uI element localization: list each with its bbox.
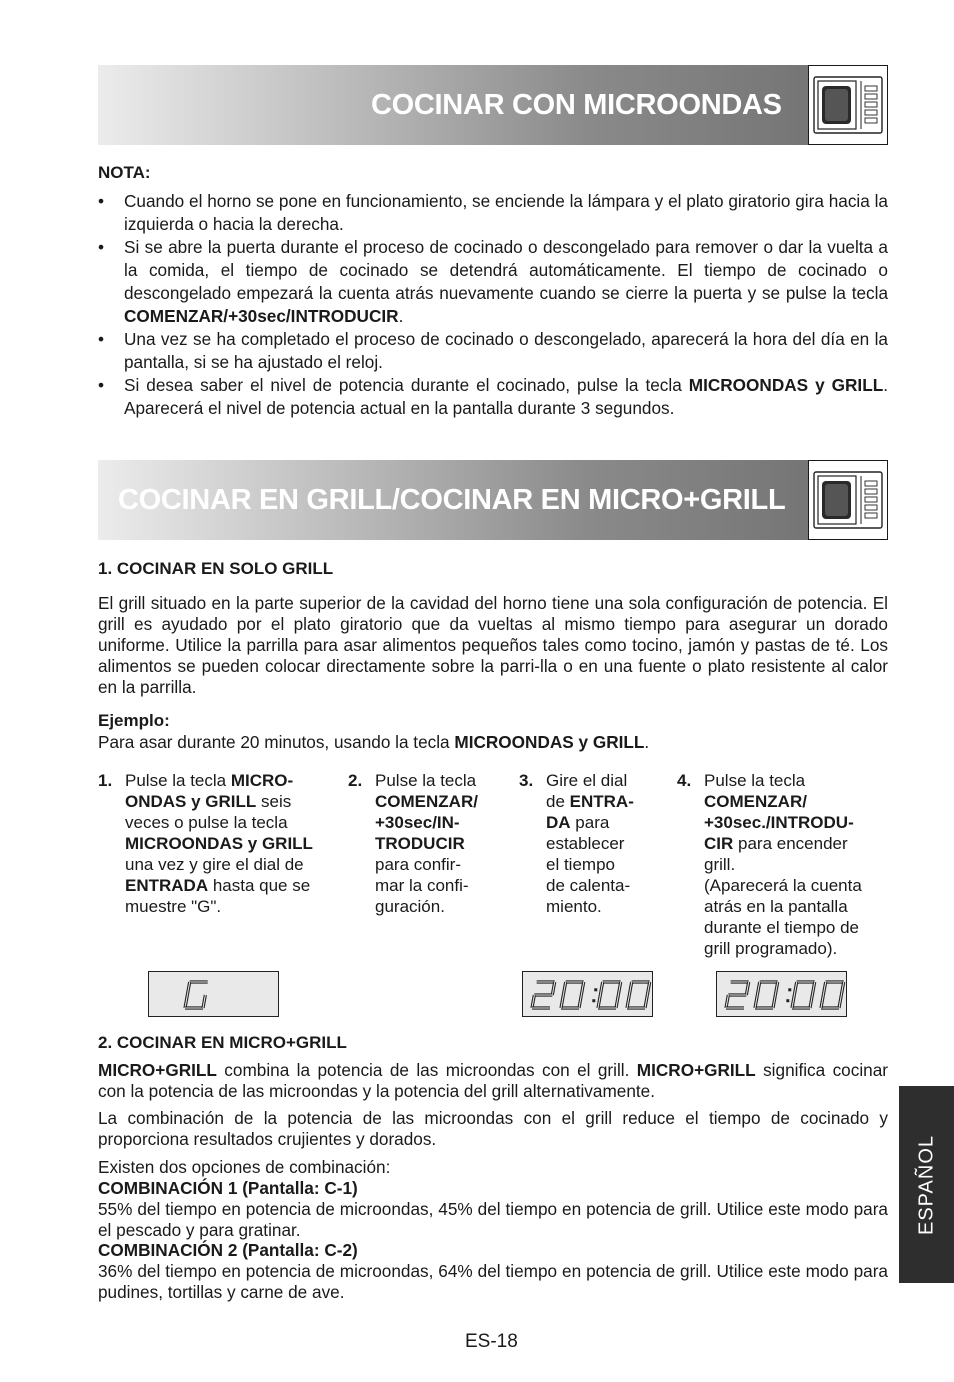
nota-list [98,190,888,420]
combination-1-text: 55% del tiempo en potencia de microondas, 45% del tiempo en potencia de grill. Utilice este modo para el pescado y para gratinar. [98,1199,888,1240]
nota-item: • Si se abre la puerta durante el proceso de cocinado o descongelado para remover o dar la vuelta a la comida, el tiempo de cocinado se detendrá automáticamente. El tiempo de cocinado o descongelado empezará la cuenta atrás nuevamente cuando se cierre la puerta y se pulse la tecla COMENZAR/+30sec/INTRODUCIR. [98,237,888,326]
bullet-icon: • [98,237,105,257]
nota-item: • Si desea saber el nivel de potencia durante el cocinado, pulse la tecla MICROONDAS y GRILL. Aparecerá el nivel de potencia actual en la pantalla durante 3 segundos. [98,375,888,418]
step-line: Pulse la tecla MICRO- [125,771,294,790]
ejemplo-label: Ejemplo: [98,711,170,730]
step-line: atrás en la pantalla [704,897,848,916]
step-line: MICROONDAS y GRILL [125,834,313,853]
lcd-display-g [148,971,279,1017]
solo-grill-description: El grill situado en la parte superior de la cavidad del horno tiene una sola configuración de potencia. El grill es ayudado por el plato giratorio que da vueltas al mismo tiempo para asegurar un dorado uniforme. Utilice la parrilla para asar alimentos pequeños tales como tocino, jamón y pastas de té. Los alimentos se pueden colocar directamente sobre la parri-lla o en una fuente o plato resistente al calor en la parrilla. [98,593,888,697]
step-line: Pulse la tecla [704,771,806,790]
step-text [546,770,634,917]
step-line: guración. [375,897,445,916]
lcd-digits [149,972,280,1018]
step-number: 1. [98,771,113,790]
step-line: durante el tiempo de [704,918,859,937]
step-line: CIR para encender [704,834,848,853]
section-banner-microondas [98,65,888,145]
step-number: 4. [677,771,692,790]
lcd-colon-dot [788,988,791,991]
step-line: Pulse la tecla [375,771,477,790]
combination-1-label: COMBINACIÓN 1 (Pantalla: C-1) [98,1178,358,1198]
banner-title: COCINAR EN GRILL/COCINAR EN MICRO+GRILL [118,484,786,516]
step-line: COMENZAR/ [704,792,807,811]
section-heading-micro-grill: 2. COCINAR EN MICRO+GRILL [98,1033,347,1052]
step-line: ONDAS y GRILL seis [125,792,292,811]
nota-label: NOTA: [98,163,151,182]
banner-title: COCINAR CON MICROONDAS [371,89,782,121]
page-number: ES-18 [465,1331,518,1352]
step-line: grill programado). [704,939,838,958]
step-line: mar la confi- [375,876,469,895]
step-line: veces o pulse la tecla [125,813,288,832]
step-line: COMENZAR/ [375,792,478,811]
step-line: una vez y gire el dial de [125,855,304,874]
ejemplo-text: Para asar durante 20 minutos, usando la tecla MICROONDAS y GRILL. [98,732,650,752]
step-line: grill. [704,855,736,874]
combination-intro: Existen dos opciones de combinación: [98,1157,391,1177]
lcd-digits [717,972,848,1018]
step-line: (Aparecerá la cuenta [704,876,862,895]
step-line: TRODUCIR [375,834,465,853]
bullet-icon: • [98,191,105,211]
step-line: muestre "G". [125,897,222,916]
micro-grill-p2: La combinación de la potencia de las microondas con el grill reduce el tiempo de cocinado y proporciona resultados crujientes y dorados. [98,1108,888,1149]
lcd-colon-dot [594,988,597,991]
lcd-display-time-step4 [716,971,847,1017]
section-banner-grill [98,460,888,540]
bullet-icon: • [98,375,105,395]
step-line: de ENTRA- [546,792,634,811]
step-line: de calenta- [546,876,631,895]
step-line: ENTRADA hasta que se [125,876,311,895]
step-line: +30sec/IN- [375,813,460,832]
lcd-colon-dot [786,999,789,1002]
combination-2-label: COMBINACIÓN 2 (Pantalla: C-2) [98,1240,358,1260]
bullet-icon: • [98,329,105,349]
micro-grill-p1: MICRO+GRILL combina la potencia de las microondas con el grill. MICRO+GRILL significa cocinar con la potencia de las microondas y la potencia del grill alternativamente. [98,1060,888,1101]
step-line: +30sec./INTRODU- [704,813,854,832]
microwave-icon [808,65,888,145]
step-text [375,770,478,917]
step-line: DA para [546,813,610,832]
lcd-colon-dot [592,999,595,1002]
microwave-icon [808,460,888,540]
combination-2-text: 36% del tiempo en potencia de microondas, 64% del tiempo en potencia de grill. Utilice este modo para pudines, tortillas y carne de ave. [98,1261,888,1302]
nota-item: • Cuando el horno se pone en funcionamiento, se enciende la lámpara y el plato giratorio gira hacia la izquierda o hacia la derecha. [98,191,888,234]
language-tab [899,1086,954,1283]
step-line: establecer [546,834,625,853]
step-text [125,770,313,917]
step-line: el tiempo [546,855,615,874]
language-label: ESPAÑOL [915,1134,937,1235]
step-text [704,770,862,959]
lcd-digits [523,972,654,1018]
step-number: 2. [348,771,363,790]
step-line: miento. [546,897,602,916]
step-number: 3. [519,771,534,790]
step-line: Gire el dial [546,771,628,790]
section-heading-solo-grill: 1. COCINAR EN SOLO GRILL [98,559,334,578]
nota-item: • Una vez se ha completado el proceso de cocinado o descongelado, aparecerá la hora del día en la pantalla, si se ha ajustado el reloj. [98,329,888,372]
step-line: para confir- [375,855,461,874]
lcd-display-time-step3 [522,971,653,1017]
